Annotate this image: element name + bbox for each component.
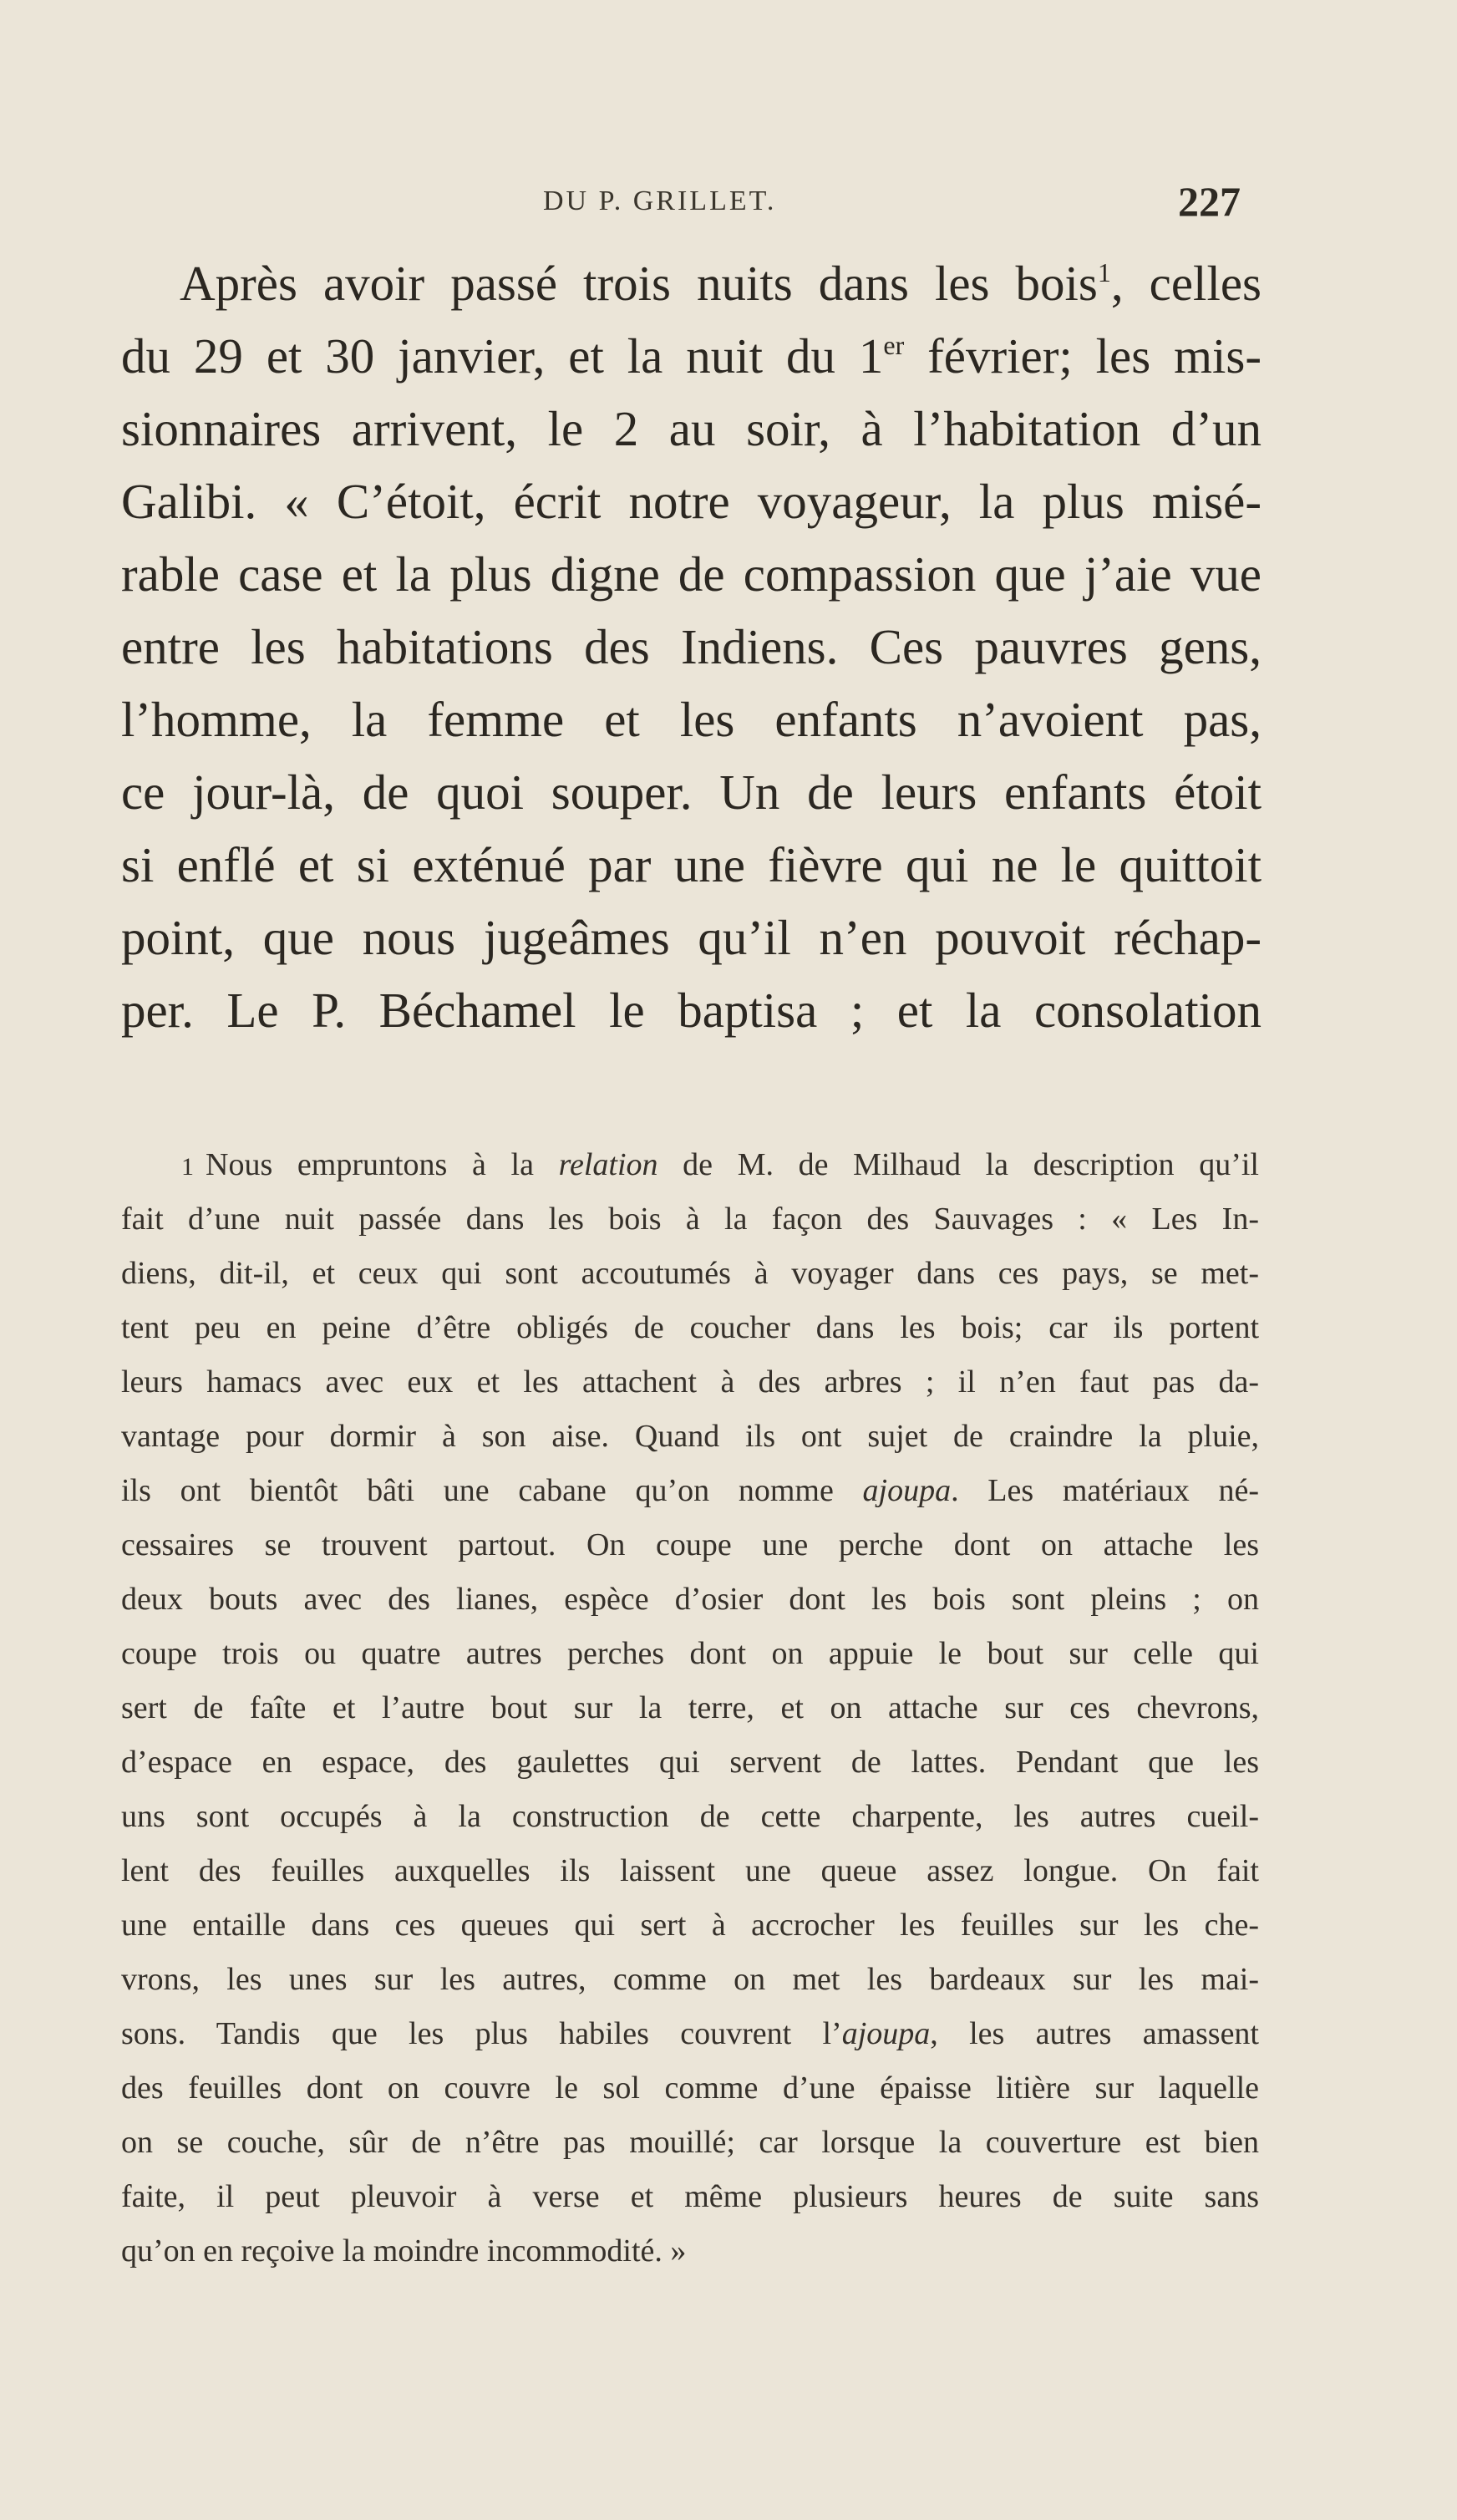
footnote-line: coupe trois ou quatre autres perches dont on appuie le bout sur celle qui xyxy=(121,1636,1259,1671)
footnote-line: deux bouts avec des lianes, espèce d’osier dont les bois sont pleins ; on xyxy=(121,1582,1259,1617)
footnote-line: cessaires se trouvent partout. On coupe une perche dont on attache les xyxy=(121,1527,1259,1562)
footnote-number: 1 xyxy=(181,1153,194,1181)
main-text-line: Galibi. « C’étoit, écrit notre voyageur, la plus misé- xyxy=(121,474,1262,529)
footnote-line: vantage pour dormir à son aise. Quand ils ont sujet de craindre la pluie, xyxy=(121,1419,1259,1454)
footnote-line: ils ont bientôt bâti une cabane qu’on nomme ajoupa. Les matériaux né- xyxy=(121,1473,1259,1508)
main-text-line: entre les habitations des Indiens. Ces pauvres gens, xyxy=(121,619,1262,674)
footnote-line: on se couche, sûr de n’être pas mouillé; car lorsque la couverture est bien xyxy=(121,2125,1259,2160)
page-number: 227 xyxy=(1178,178,1241,225)
footnote-reference: 1 xyxy=(1097,257,1111,287)
footnote-line: uns sont occupés à la construction de cette charpente, les autres cueil- xyxy=(121,1799,1259,1834)
page-header xyxy=(0,178,1457,236)
footnote-line: sons. Tandis que les plus habiles couvrent l’ajoupa, les autres amassent xyxy=(121,2016,1259,2051)
footnote-line: d’espace en espace, des gaulettes qui servent de lattes. Pendant que les xyxy=(121,1745,1259,1780)
main-text-line: point, que nous jugeâmes qu’il n’en pouvoit réchap- xyxy=(121,910,1262,965)
footnote-line: des feuilles dont on couvre le sol comme d’une épaisse litière sur laquelle xyxy=(121,2070,1259,2106)
footnote-line: leurs hamacs avec eux et les attachent à des arbres ; il n’en faut pas da- xyxy=(121,1364,1259,1400)
footnote-line: une entaille dans ces queues qui sert à accrocher les feuilles sur les che- xyxy=(121,1908,1259,1943)
footnote-line: vrons, les unes sur les autres, comme on met les bardeaux sur les mai- xyxy=(121,1962,1259,1997)
running-title: DU P. GRILLET. xyxy=(543,185,777,216)
main-text-line: si enflé et si exténué par une fièvre qui ne le quittoit xyxy=(121,837,1262,892)
footnote-line: tent peu en peine d’être obligés de coucher dans les bois; car ils portent xyxy=(121,1310,1259,1345)
footnote-line: lent des feuilles auxquelles ils laissent une queue assez longue. On fait xyxy=(121,1853,1259,1888)
footnote-line: fait d’une nuit passée dans les bois à la façon des Sauvages : « Les In- xyxy=(121,1202,1259,1237)
footnote-line: 1 Nous empruntons à la relation de M. de Milhaud la description qu’il xyxy=(181,1147,1259,1182)
footnote xyxy=(121,1138,1259,2279)
main-text-line: per. Le P. Béchamel le baptisa ; et la consolation xyxy=(121,983,1262,1038)
main-text xyxy=(121,247,1262,1047)
footnote-line: qu’on en reçoive la moindre incommodité. » xyxy=(121,2233,687,2269)
ordinal-superscript: er xyxy=(883,330,905,360)
main-text-line: rable case et la plus digne de compassion que j’aie vue xyxy=(121,546,1262,602)
main-text-line: du 29 et 30 janvier, et la nuit du 1er février; les mis- xyxy=(121,328,1262,384)
footnote-line: faite, il peut pleuvoir à verse et même plusieurs heures de suite sans xyxy=(121,2179,1259,2214)
main-text-line: l’homme, la femme et les enfants n’avoient pas, xyxy=(121,692,1262,747)
main-text-line: Après avoir passé trois nuits dans les bois$^1$, celles xyxy=(180,256,1262,311)
main-text-line: sionnaires arrivent, le 2 au soir, à l’habitation d’un xyxy=(121,401,1262,456)
footnote-line: sert de faîte et l’autre bout sur la terre, et on attache sur ces chevrons, xyxy=(121,1690,1259,1725)
main-text-line: ce jour-là, de quoi souper. Un de leurs enfants étoit xyxy=(121,765,1262,820)
footnote-line: diens, dit-il, et ceux qui sont accoutumés à voyager dans ces pays, se met- xyxy=(121,1256,1259,1291)
